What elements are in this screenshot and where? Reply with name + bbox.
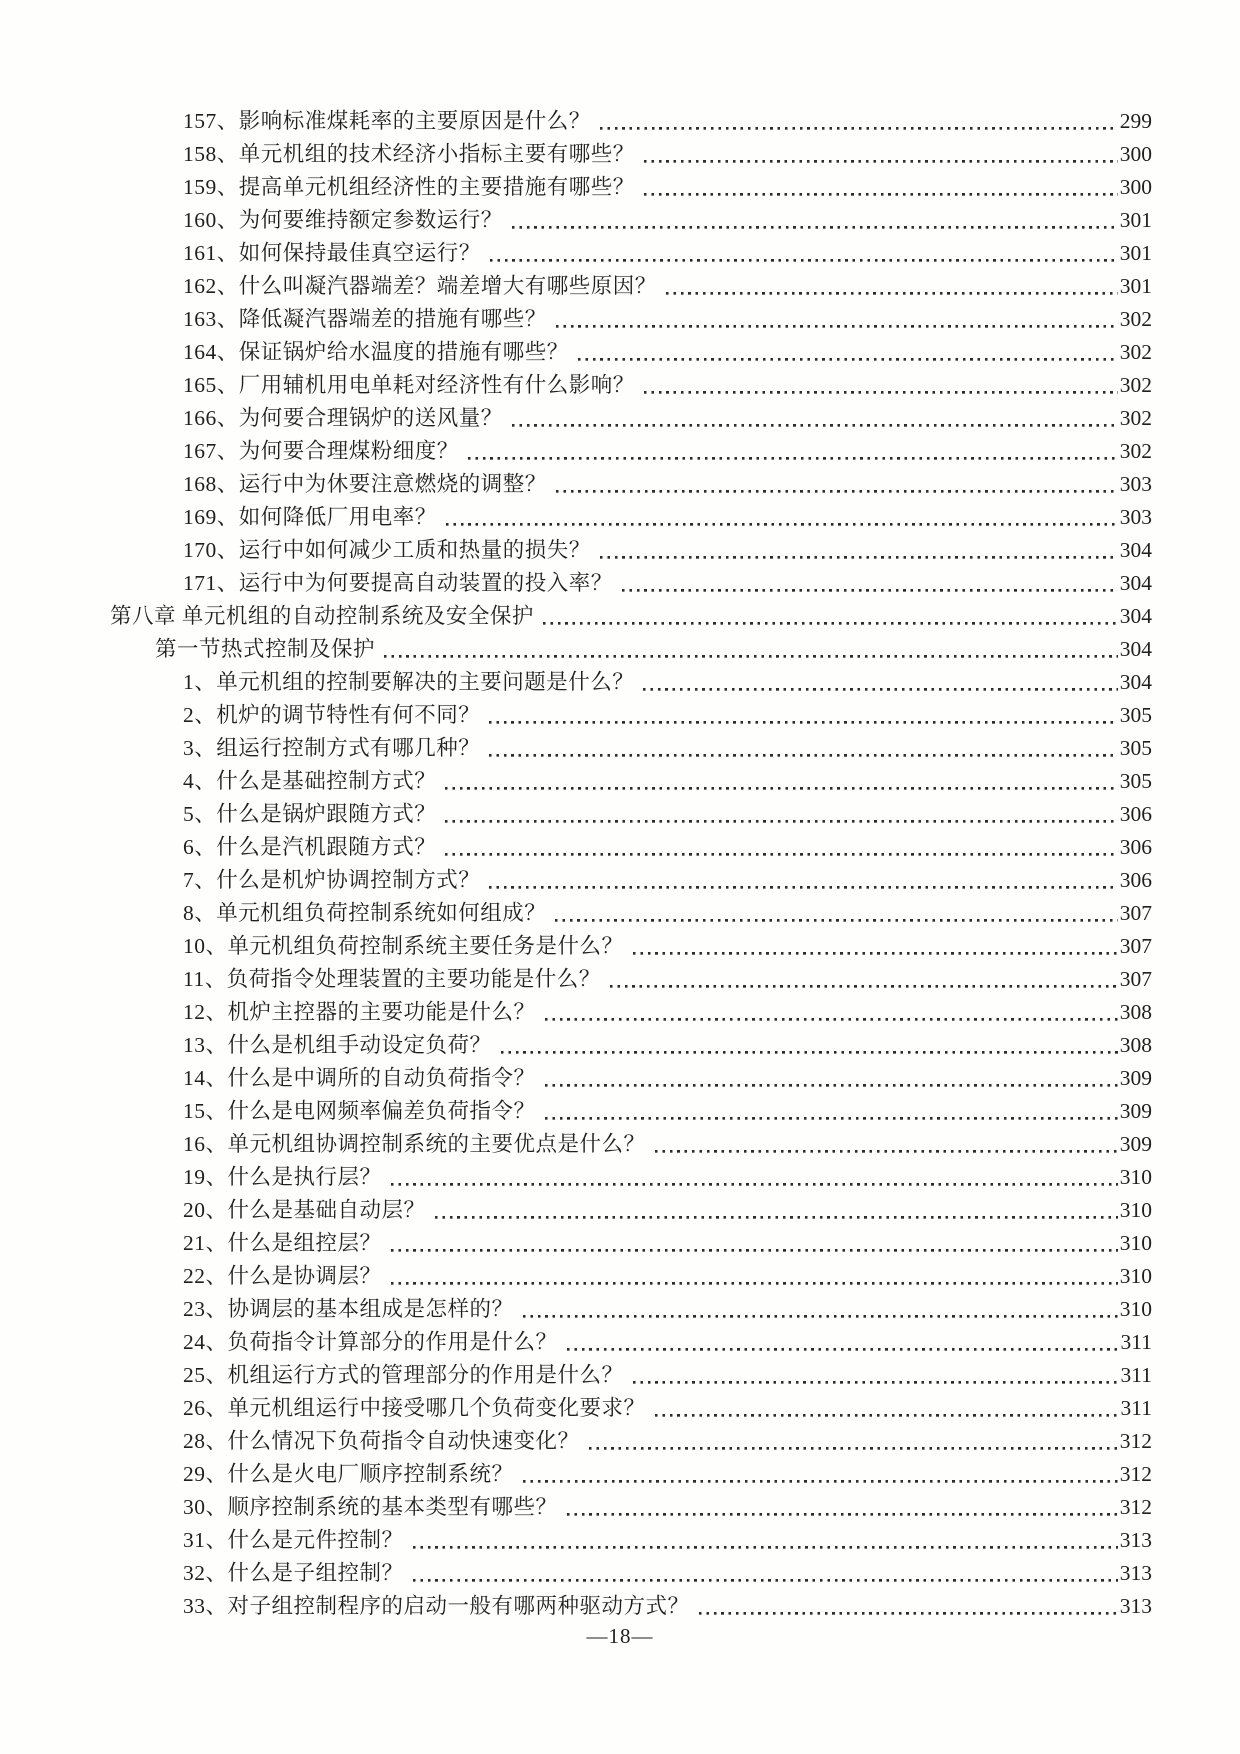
entry-page-number: 309	[1119, 1099, 1152, 1123]
entry-label: 7、什么是机炉协调控制方式？	[183, 868, 481, 892]
entry-page-number: 302	[1119, 406, 1152, 430]
entry-page-number: 301	[1119, 241, 1152, 265]
entry-label: 164、保证锅炉给水温度的措施有哪些？	[183, 340, 569, 364]
entry-page-number: 306	[1119, 802, 1152, 826]
toc-entry	[0, 434, 1152, 467]
entry-page-number: 301	[1119, 274, 1152, 298]
dot-leader	[633, 929, 1118, 962]
entry-label: 168、运行中为休要注意燃烧的调整？	[183, 472, 547, 496]
toc-entry	[0, 665, 1152, 698]
entry-page-number: 310	[1119, 1198, 1152, 1222]
entry-page-number: 304	[1119, 670, 1152, 694]
entry-page-number: 312	[1119, 1495, 1152, 1519]
toc-entry	[0, 500, 1152, 533]
entry-label: 19、什么是执行层？	[183, 1165, 382, 1189]
entry-page-number: 313	[1119, 1594, 1152, 1618]
dot-leader	[666, 269, 1118, 302]
dot-leader	[545, 1094, 1118, 1127]
entry-label: 16、单元机组协调控制系统的主要优点是什么？	[183, 1132, 646, 1156]
entry-page-number: 306	[1119, 868, 1152, 892]
toc-entry	[0, 335, 1152, 368]
dot-leader	[545, 995, 1118, 1028]
dot-leader	[445, 797, 1117, 830]
entry-label: 163、降低凝汽器端差的措施有哪些？	[183, 307, 547, 331]
entry-label: 166、为何要合理锅炉的送风量？	[183, 406, 503, 430]
entry-page-number: 302	[1119, 340, 1152, 364]
dot-leader	[644, 368, 1118, 401]
toc-entry	[0, 269, 1152, 302]
toc-entry	[0, 1490, 1152, 1523]
entry-label: 22、什么是协调层？	[183, 1264, 382, 1288]
dot-leader	[445, 830, 1117, 863]
entry-page-number: 304	[1119, 637, 1152, 661]
entry-label: 169、如何降低厂用电率？	[183, 505, 437, 529]
entry-page-number: 310	[1119, 1231, 1152, 1255]
entry-label: 1、单元机组的控制要解决的主要问题是什么？	[183, 670, 635, 694]
toc-entry	[0, 368, 1152, 401]
entry-page-number: 308	[1119, 1000, 1152, 1024]
toc-entry	[0, 1556, 1152, 1589]
entry-label: 167、为何要合理煤粉细度？	[183, 439, 459, 463]
toc-entry	[0, 698, 1152, 731]
entry-page-number: 300	[1119, 142, 1152, 166]
entry-label: 12、机炉主控器的主要功能是什么？	[183, 1000, 536, 1024]
dot-leader	[391, 1226, 1118, 1259]
entry-page-number: 313	[1119, 1528, 1152, 1552]
entry-page-number: 311	[1120, 1330, 1152, 1354]
toc-entry	[0, 236, 1152, 269]
dot-leader	[556, 302, 1118, 335]
entry-label: 162、什么叫凝汽器端差？端差增大有哪些原因？	[183, 274, 657, 298]
toc-entry	[0, 1061, 1152, 1094]
entry-page-number: 312	[1119, 1462, 1152, 1486]
dot-leader	[610, 962, 1118, 995]
entry-label: 15、什么是电网频率偏差负荷指令？	[183, 1099, 536, 1123]
entry-page-number: 302	[1119, 439, 1152, 463]
page-number-footer: —18—	[586, 1624, 654, 1648]
entry-page-number: 310	[1119, 1297, 1152, 1321]
entry-page-number: 309	[1119, 1132, 1152, 1156]
dot-leader	[622, 566, 1118, 599]
dot-leader	[435, 1193, 1118, 1226]
dot-leader	[391, 1160, 1118, 1193]
dot-leader	[413, 1523, 1118, 1556]
entry-label: 24、负荷指令计算部分的作用是什么？	[183, 1330, 558, 1354]
toc-entry	[0, 632, 1152, 665]
entry-label: 33、对子组控制程序的启动一般有哪两种驱动方式？	[183, 1594, 690, 1618]
entry-page-number: 311	[1120, 1363, 1152, 1387]
entry-label: 28、什么情况下负荷指令自动快速变化？	[183, 1429, 580, 1453]
entry-label: 165、厂用辅机用电单耗对经济性有什么影响？	[183, 373, 635, 397]
entry-page-number: 307	[1119, 901, 1152, 925]
toc-entry	[0, 1094, 1152, 1127]
dot-leader	[468, 434, 1118, 467]
dot-leader	[699, 1589, 1118, 1622]
entry-label: 159、提高单元机组经济性的主要措施有哪些？	[183, 175, 635, 199]
entry-page-number: 308	[1119, 1033, 1152, 1057]
dot-leader	[567, 1490, 1118, 1523]
entry-page-number: 300	[1119, 175, 1152, 199]
toc-entry	[0, 1523, 1152, 1556]
toc-entry	[0, 1127, 1152, 1160]
toc-entry	[0, 1457, 1152, 1490]
toc-entry	[0, 1160, 1152, 1193]
entry-page-number: 304	[1119, 571, 1152, 595]
dot-leader	[567, 1325, 1119, 1358]
entry-page-number: 305	[1119, 736, 1152, 760]
entry-page-number: 310	[1119, 1165, 1152, 1189]
dot-leader	[446, 500, 1118, 533]
dot-leader	[600, 104, 1118, 137]
toc-entry	[0, 302, 1152, 335]
entry-label: 第八章 单元机组的自动控制系统及安全保护	[110, 604, 534, 628]
toc-entry	[0, 797, 1152, 830]
toc-entry	[0, 1028, 1152, 1061]
dot-leader	[655, 1391, 1119, 1424]
entry-page-number: 302	[1119, 307, 1152, 331]
dot-leader	[655, 1127, 1118, 1160]
entry-label: 2、机炉的调节特性有何不同？	[183, 703, 481, 727]
dot-leader	[501, 1028, 1118, 1061]
entry-page-number: 304	[1119, 604, 1152, 628]
dot-leader	[555, 896, 1117, 929]
entry-page-number: 310	[1119, 1264, 1152, 1288]
toc-entry	[0, 896, 1152, 929]
toc-entry	[0, 1589, 1152, 1622]
dot-leader	[589, 1424, 1118, 1457]
toc-entry	[0, 1193, 1152, 1226]
toc-entry	[0, 1424, 1152, 1457]
toc-entry	[0, 467, 1152, 500]
dot-leader	[445, 764, 1117, 797]
entry-label: 160、为何要维持额定参数运行？	[183, 208, 503, 232]
dot-leader	[489, 731, 1117, 764]
entry-page-number: 305	[1119, 769, 1152, 793]
entry-label: 32、什么是子组控制？	[183, 1561, 404, 1585]
entry-page-number: 311	[1120, 1396, 1152, 1420]
toc-entry	[0, 863, 1152, 896]
entry-label: 13、什么是机组手动设定负荷？	[183, 1033, 492, 1057]
entry-label: 31、什么是元件控制？	[183, 1528, 404, 1552]
dot-leader	[543, 599, 1118, 632]
entry-label: 158、单元机组的技术经济小指标主要有哪些？	[183, 142, 635, 166]
toc-entry	[0, 1292, 1152, 1325]
toc-entry	[0, 830, 1152, 863]
entry-label: 4、什么是基础控制方式？	[183, 769, 437, 793]
entry-label: 29、什么是火电厂顺序控制系统？	[183, 1462, 514, 1486]
entry-label: 23、协调层的基本组成是怎样的？	[183, 1297, 514, 1321]
dot-leader	[489, 698, 1117, 731]
entry-label: 6、什么是汽机跟随方式？	[183, 835, 437, 859]
dot-leader	[512, 401, 1118, 434]
entry-page-number: 307	[1119, 934, 1152, 958]
toc-entry	[0, 1226, 1152, 1259]
entry-label: 171、运行中为何要提高自动装置的投入率？	[183, 571, 613, 595]
toc-entry	[0, 764, 1152, 797]
toc-entry	[0, 731, 1152, 764]
toc-entry	[0, 401, 1152, 434]
toc-entry	[0, 1391, 1152, 1424]
toc-entry	[0, 533, 1152, 566]
dot-leader	[512, 203, 1118, 236]
entry-label: 8、单元机组负荷控制系统如何组成？	[183, 901, 547, 925]
entry-page-number: 307	[1119, 967, 1152, 991]
dot-leader	[391, 1259, 1118, 1292]
dot-leader	[600, 533, 1118, 566]
entry-label: 3、组运行控制方式有哪几种？	[183, 736, 481, 760]
toc-entry	[0, 137, 1152, 170]
dot-leader	[644, 137, 1118, 170]
dot-leader	[413, 1556, 1118, 1589]
entry-page-number: 303	[1119, 505, 1152, 529]
entry-page-number: 304	[1119, 538, 1152, 562]
entry-label: 10、单元机组负荷控制系统主要任务是什么？	[183, 934, 624, 958]
entry-page-number: 299	[1119, 109, 1152, 133]
entry-page-number: 301	[1119, 208, 1152, 232]
dot-leader	[523, 1292, 1118, 1325]
entry-page-number: 313	[1119, 1561, 1152, 1585]
toc-entry	[0, 170, 1152, 203]
dot-leader	[556, 467, 1118, 500]
toc-entry	[0, 962, 1152, 995]
toc-entry	[0, 1259, 1152, 1292]
toc-entry	[0, 599, 1152, 632]
entry-label: 21、什么是组控层？	[183, 1231, 382, 1255]
dot-leader	[633, 1358, 1119, 1391]
toc-entry	[0, 1325, 1152, 1358]
entry-label: 第一节热式控制及保护	[155, 637, 376, 661]
entry-label: 5、什么是锅炉跟随方式？	[183, 802, 437, 826]
table-of-contents	[0, 104, 1152, 1622]
dot-leader	[644, 170, 1118, 203]
dot-leader	[545, 1061, 1118, 1094]
toc-entry	[0, 1358, 1152, 1391]
entry-label: 14、什么是中调所的自动负荷指令？	[183, 1066, 536, 1090]
entry-page-number: 305	[1119, 703, 1152, 727]
toc-entry	[0, 104, 1152, 137]
entry-label: 161、如何保持最佳真空运行？	[183, 241, 481, 265]
entry-page-number: 302	[1119, 373, 1152, 397]
entry-label: 26、单元机组运行中接受哪几个负荷变化要求？	[183, 1396, 646, 1420]
entry-label: 170、运行中如何减少工质和热量的损失？	[183, 538, 591, 562]
entry-label: 25、机组运行方式的管理部分的作用是什么？	[183, 1363, 624, 1387]
entry-label: 20、什么是基础自动层？	[183, 1198, 426, 1222]
toc-entry	[0, 929, 1152, 962]
dot-leader	[490, 236, 1118, 269]
dot-leader	[523, 1457, 1118, 1490]
entry-page-number: 309	[1119, 1066, 1152, 1090]
entry-page-number: 312	[1119, 1429, 1152, 1453]
entry-page-number: 306	[1119, 835, 1152, 859]
entry-page-number: 303	[1119, 472, 1152, 496]
dot-leader	[578, 335, 1118, 368]
toc-entry	[0, 566, 1152, 599]
toc-entry	[0, 995, 1152, 1028]
entry-label: 30、顺序控制系统的基本类型有哪些？	[183, 1495, 558, 1519]
entry-label: 157、影响标准煤耗率的主要原因是什么？	[183, 109, 591, 133]
dot-leader	[384, 632, 1118, 665]
dot-leader	[489, 863, 1117, 896]
entry-label: 11、负荷指令处理装置的主要功能是什么？	[183, 967, 601, 991]
toc-entry	[0, 203, 1152, 236]
dot-leader	[643, 665, 1117, 698]
